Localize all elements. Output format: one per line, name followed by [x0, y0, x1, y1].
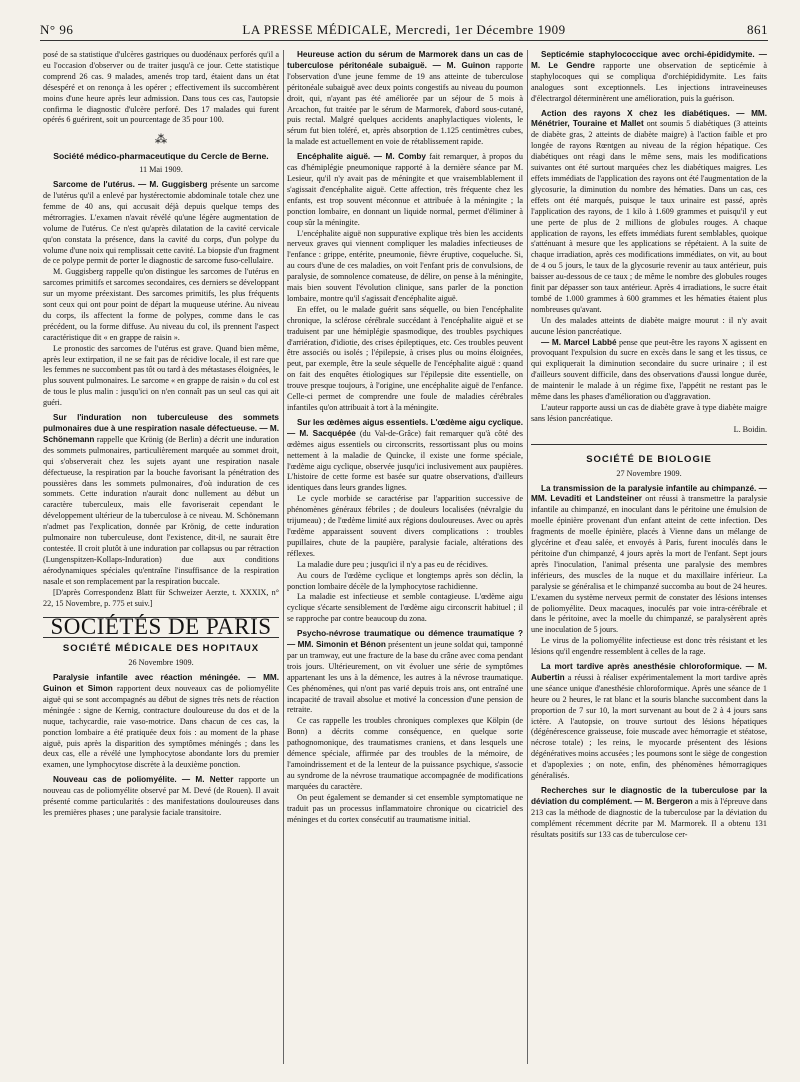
paragraph: On peut également se demander si cet ensemble symptomatique ne traduit pas un processus inflammatoire chronique ou cicatriciel des méninges et du cortex consécutif au traumatisme initial.: [287, 792, 523, 824]
section-heading: Septicémie staphylococcique avec orchi-épididymite. — M. Le Gendre: [531, 50, 767, 70]
running-header: [40, 20, 768, 42]
section-separator: ⁂: [155, 132, 167, 147]
section-heading: Nouveau cas de poliomyélite. — M. Netter: [53, 775, 234, 785]
session-date: 26 Novembre 1909.: [128, 658, 194, 668]
paragraph-body: (du Val-de-Grâce) fait remarquer qu'à côté des œdèmes aigus essentiels ou circonscrits, ressortissant plus ou moins nettement à la maladie de Quincke, il existe une forme spéciale, l'œdème aigu cyclique, observée jusqu'ici inclusivement aux paupières. L'histoire de cette forme est basée sur quatre observations, d'ailleurs identiques dans leurs grandes lignes.: [287, 428, 523, 493]
column-right: [531, 50, 767, 841]
session-date: 27 Novembre 1909.: [616, 468, 682, 478]
section-heading: La transmission de la paralysie infantile au chimpanzé. — MM. Levaditi et Landsteiner: [531, 483, 767, 504]
section-heading: Sur l'induration non tuberculeuse des sommets pulmonaires due à une respiration nasale défectueuse. — M. Schönemann: [43, 413, 279, 444]
paragraph: [287, 418, 523, 494]
paragraph-body: rapporte un nouveau cas de poliomyélite observé par M. Devé (de Rouen). Il avait présenté comme particularités : des manifestations douloureuses dans les premières phases ; une paralysie faciale transitoire.: [43, 775, 279, 817]
paragraph: [531, 662, 767, 782]
header-rule: [40, 40, 768, 41]
section-heading: — M. Marcel Labbé: [541, 337, 617, 347]
society-title: Société médico-pharmaceutique du Cercle de Berne.: [53, 151, 269, 162]
section-heading: Sarcome de l'utérus. — M. Guggisberg: [53, 180, 208, 190]
paragraph: posé de sa statistique d'ulcères gastriques ou duodénaux perforés qu'il a eu l'occasion d'observer ou de traiter jusqu'à ce jour. Cette statistique comprend 26 cas. 9 malades, amenés trop tard, étaient dans un état désespéré et on renonça à les opérer ; effectivement ils succombèrent moins d'une heure après leur admission. Dans tous ces cas, l'autopsie confirma le diagnostic d'ulcère perforé. Des 17 malades qui furent opérés 6 guérirent, soit un pourcentage de 35 pour 100.: [43, 50, 279, 125]
major-section-title: SOCIÉTÉS DE PARIS: [43, 617, 279, 638]
paragraph-body: ont réussi à transmettre la paralysie infantile au chimpanzé, en inoculant dans le péritoine une émulsion de moelle épinière provenant d'un enfant atteint de cette infection. Des fragments de moelle épinière, placés à Vienne dans un mélange de glycérine et d'eau salée, et envoyés à Paris, furent inoculés dans le péritoine d'un chimpanzé, 4 jours après la mort de l'enfant. Sept jours après l'inoculation, l'animal présenta une paralysie des membres inférieurs, des muscles de la nuque et du maxillaire inférieur. La paralysie se généralisa et le chimpanzé succomba au bout de 24 heures. L'examen du système nerveux permit de constater des lésions intenses de poliomyélite. Deux macaques, inoculés par voie intra-cérébrale et dans le péritoine, avec la moelle du chimpanzé, se paralysèrent après une inoculation de 5 jours.: [531, 494, 767, 635]
paragraph: [531, 338, 767, 403]
biology-section: [531, 444, 767, 841]
paragraph: Ce cas rappelle les troubles chroniques complexes que Kölpin (de Bonn) a décrits comme conséquence, en quelque sorte pathognomonique, des traumatismes craniens, et dans lesquels une démence spéciale, affirmée par des troubles de la mémoire, de l'amoindrissement et de la lenteur de la puissance psychique, s'associe au syndrome de la névrose traumatique accompagnée de modifications marquées du caractère.: [287, 716, 523, 791]
paragraph: [43, 413, 279, 588]
paragraph-body: a mis à l'épreuve dans 213 cas la méthode de diagnostic de la tuberculose par la déviation du complément récemment décrite par M. Marmorek. Il a obtenu 131 résultats positifs sur 133 cas de tuberculose cer-: [531, 796, 768, 839]
paragraph-body: présente un sarcome de l'utérus qu'il a enlevé par hystérectomie abdominale totale chez une femme de 40 ans, qui accusait déjà depuis quelque temps des métrorragies. L'examen n'avait révélé qu'une légère augmentation de volume de l'utérus. Ce n'est qu'après dilatation de la cavité cervicale qu'on constata la présence, dans la cavité du corps, d'un polype du volume d'une noix qui remplissait cette cavité. La biopsie d'un fragment de ce polype permit de porter le diagnostic de sarcome fuso-cellulaire.: [43, 180, 280, 266]
session-date: 11 Mai 1909.: [139, 165, 183, 175]
reference: [D'après Correspondenz Blatt für Schweizer Aerzte, t. XXXIX, n° 22, 15 Novembre, p. 775 et suiv.]: [43, 587, 279, 608]
section-heading: Recherches sur le diagnostic de la tuberculose par la déviation du complément. — M. Bergeron: [531, 786, 767, 806]
paragraph: [287, 50, 523, 148]
paragraph-body: ont soumis 5 diabétiques (3 atteints de diabète gras, 2 atteints de diabète maigre) à l'action faible et pro longée de rayons Rœntgen au niveau de la région hépatique. Ces diabétiques ont réagi dans le même sens, mais les modifications suivantes ont été surtout marquées chez les diabétiques maigres. Les effets immédiats de l'application des rayons ont été l'augmentation de la glycosurie, la diminution du nombre des hématies. Dans un cas, ces effets ont été marqués, puisque le taux urinaire est passé, après l'application des rayons, de 1 kilo à 1.609 grammes et puisqu'il y eut une perte de plus de 2 millions de globules rouges. A chaque application de rayons, les effets immédiats furent semblables, quoique s'atténuant à mesure que les applications se répétaient. A la suite de chaque irradiation, après ces modifications immédiates, on vit, au bout de 4 ou 5 jours, le taux de la glycosurie revenir au taux antérieur, puis baisser au-dessous de ce taux ; de même le nombre des globules rouges finit par dépasser son taux antérieur. Après 4 irradiations, le sucre était tombé de 1.000 grammes à 600 grammes et les hématies étaient plus nombreuses qu'avant.: [531, 119, 768, 314]
paragraph: [531, 484, 767, 637]
paragraph-body: rapportent deux nouveaux cas de poliomyélite aiguë qui se sont accompagnés au début de signes très nets de réaction méningée : signe de Kernig, contracture douloureuse du dos et de la nuque, tachycardie, raie vaso-motrice. Dans chacun de ces cas, la ponction lombaire a été pratiquée deux fois : au moment de la phase aiguë, puis après la disparition des symptômes méningés ; dans les deux cas, elle a révélé une lymphocytose abondante lors du premier examen, une lymphocytose discrète à la deuxième ponction.: [43, 684, 279, 770]
paragraph-body: présentent un jeune soldat qui, tamponné par un tramway, eut une fracture de la base du crâne avec coma pendant trois jours. Ultérieurement, on vit évoluer une série de symptômes appartenant les uns à la démence, les autres à la névrose traumatique. Ces phénomènes, qui n'ont pas varié depuis trois ans, ont entraîné une incapacité de travail absolue et motivé la concession d'une pension de retraite.: [287, 640, 524, 715]
paragraph: Le cycle morbide se caractérise par l'apparition successive de phénomènes généraux fébriles ; de douleurs localisées (névralgie du trijumeau) ; de l'œdème limité aux régions douloureuses. Avec ou après l'œdème apparaissent souvent divers complications : troubles pupillaires, chute de la paupière, paralysie faciale, altérations des réflexes.: [287, 494, 523, 558]
section-heading: Action des rayons X chez les diabétiques. — MM. Ménétrier, Touraine et Mallet: [531, 108, 767, 129]
section-heading: Heureuse action du sérum de Marmorek dans un cas de tuberculose péritonéale subaiguë. — M. Guinon: [287, 50, 523, 70]
paragraph-body: fait remarquer, à propos du cas d'hémiplégie pneumonique rapporté à la dernière séance par M. Lesieur, qu'il n'y avait pas de méningite et que vraisemblablement il s'agissait d'encéphalite aiguë. Cette affection, très fréquente chez les enfants, est trop souvent méconnue et attribuée à la méningite ; la ponction lombaire, en donnant un liquide normal, permet d'éliminer à coup sûr la méningite.: [287, 152, 523, 227]
paragraph: [43, 673, 279, 771]
paragraph: En effet, ou le malade guérit sans séquelle, ou bien l'encéphalite chronique, la sclérose cérébrale succédant à l'encéphalite aiguë et se traduisent par une hémiplégie spasmodique, des troubles psychiques d'arriération, d'idiotie, des crises épileptiques, etc. Ces troubles peuvent être associés ou isolés ; l'épilepsie, à crises plus ou moins éloignées, peut, par exemple, être la seule séquelle de l'encéphalite aiguë : quand on fait des enquêtes étiologiques sur l'épilepsie dite essentielle, on trouve presque toujours, à l'origine, une encéphalite aiguë de l'enfance. Celle-ci permet de comprendre une foule de maladies cérébrales infantiles qu'on attribuait à tort à la méningite.: [287, 304, 523, 412]
paragraph: [287, 629, 523, 716]
paragraph: La maladie dure peu ; jusqu'ici il n'y a pas eu de récidives.: [297, 559, 488, 569]
society-title: SOCIÉTÉ DE BIOLOGIE: [586, 453, 712, 465]
paragraph: Le pronostic des sarcomes de l'utérus est grave. Quand bien même, après leur extirpation, il ne se fait pas de récidive locale, il est rare que les femmes ne succombent pas tôt ou tard à des métastases éloignées, le plus souvent pulmonaires. Le sarcome « en grappe de raisin » du col est de tous le plus malin : jusqu'ici on n'en connaît pas un seul cas qui ait guéri.: [43, 343, 279, 408]
column-divider: [283, 50, 284, 1064]
paragraph-body: rappelle que Krönig (de Berlin) a décrit une induration des sommets pulmonaires, particulièrement marquée au sommet droit, qui s'observerait chez les sujets ayant une respiration nasale défectueuse, la respiration par la bouche favorisant la pénétration des poussières dans les sommets pulmonaires, d'où induration de ces sommets. Cette induration n'aurait donc nullement au début un caractère tuberculeux, mais elle favoriserait cependant le développement ultérieur de la tuberculose à ce niveau. M. Schönemann n'admet pas l'explication, donnée par Krönig, de cette induration pulmonaire non tuberculeuse, dont l'existence, dit-il, ne saurait être contestée. Il croit plutôt à une induration par collapsus ou par rétraction (Lungenspitzen-Kollaps-Induration) due aux conditions aérodynamiques spéciales qu'entraîne l'insuffisance de la respiration nasale et son remplacement par la respiration buccale.: [43, 434, 279, 586]
paragraph: M. Guggisberg rappelle qu'on distingue les sarcomes de l'utérus en sarcomes primitifs et sarcomes secondaires, ces derniers se développant sur un myome préexistant. Des sarcomes primitifs, les plus fréquents sont ceux qui ont pour point de départ la muqueuse utérine. Au niveau du corps, ils affectent la forme de polypes, comme dans le cas précédent, ou la forme diffuse. Au niveau du col, ils prennent l'aspect caractéristique dit « en grappe de raisin ».: [43, 267, 279, 342]
paragraph: La maladie est infectieuse et semble contagieuse. L'œdème aigu cyclique s'écarte sensiblement de l'œdème aigu circonscrit habituel ; il se rapproche par contre beaucoup du zona.: [287, 592, 523, 624]
paragraph: L'encéphalite aiguë non suppurative explique très bien les accidents nerveux graves qui viennent compliquer les maladies infectieuses de l'enfance : grippe, entérite, pneumonie, fièvre éruptive, coqueluche. Si, au cours d'une de ces maladies, on voit l'enfant pris de convulsions, de paralysie, de somnolence comateuse, de délire, on pense à la méningite, mais bien souvent l'évolution clinique, sans parler de la ponction lombaire, montre qu'il s'agissait d'encéphalite aiguë.: [287, 228, 523, 303]
paragraph-body: a réussi à réaliser expérimentalement la mort tardive après une séance unique d'anesthésie chloroformique. Après une séance de 1 heure ou 2 heures, le rat blanc et la souris blanche succombent dans la proportion de 7 sur 10, la mort survenant au bout de 2 à 4 jours sans ictère. A l'autopsie, on trouve surtout des lésions hépatiques (dégénérescence graisseuse, foie muscade avec hémorragie et stéatose, nécrose totale) ; les reins, le myocarde présentent des lésions dégénératives moins accusées ; les poumons sont le siège de congestion et d'apoplexies ; on note, enfin, des phénomènes hémorragiques généralisés.: [531, 672, 767, 781]
column-left: [43, 50, 279, 819]
society-title: SOCIÉTÉ MÉDICALE DES HOPITAUX: [62, 643, 260, 655]
paragraph: [531, 109, 767, 316]
paragraph: [43, 775, 279, 819]
section-heading: Encéphalite aiguë. — M. Comby: [297, 152, 426, 162]
column-divider: [527, 50, 528, 1064]
page-number: 861: [747, 22, 768, 37]
paragraph: [531, 786, 767, 841]
paragraph: Au cours de l'œdème cyclique et longtemps après son déclin, la ponction lombaire décèle de la lymphocytose rachidienne.: [287, 570, 523, 591]
section-heading: Paralysie infantile avec réaction méningée. — MM. Guinon et Simon: [43, 673, 279, 694]
author-signature: L. Boidin.: [733, 424, 767, 434]
paragraph: Un des malades atteints de diabète maigre mourut : il n'y avait aucune lésion pancréatique.: [531, 315, 767, 336]
paragraph: Le virus de la poliomyélite infectieuse est donc très résistant et les lésions qu'il engendre ressemblent à celles de la rage.: [531, 636, 767, 657]
paragraph-body: pense que peut-être les rayons X agissent en provoquant l'expulsion du sucre en excès dans le sang et les tissus, ce qui expliquerait la diminution secondaire du sucre urinaire ; il est d'ailleurs souvent difficile, dans des observations d'aussi longue durée, de maintenir le malade à un régime fixe, l'appétit ne restant pas le même dans les phases d'amélioration ou d'aggravation.: [531, 337, 767, 402]
column-middle: [287, 50, 523, 825]
issue-number: N° 96: [40, 22, 74, 37]
paragraph: [531, 50, 767, 105]
paragraph: [43, 180, 279, 267]
section-heading: Psycho-névrose traumatique ou démence traumatique ? — MM. Simonin et Bénon: [287, 629, 523, 650]
journal-title: LA PRESSE MÉDICALE, Mercredi, 1er Décembre 1909: [242, 22, 566, 37]
paragraph-body: rapporte l'observation d'une jeune femme de 19 ans atteinte de tuberculose péritonéale subaiguë avec deux points congestifs au niveau du poumon droit, qui, n'ayant pas été améliorée par un séjour de 5 mois à Arcachon, fut traitée par le sérum de Marmorek, d'abord sous-cutané, puis rectal. Malgré quelques accidents anaphylactiques violents, le sérum fut bien toléré, et, après absorption de 1.125 centimètres cubes, la malade est actuellement en voie de rétablissement rapide.: [287, 60, 524, 147]
section-heading: Sur les œdèmes aigus essentiels. L'œdème aigu cyclique. — M. Sacquépée: [287, 417, 523, 438]
paragraph: L'auteur rapporte aussi un cas de diabète grave à type diabète maigre sans lésion pancréatique.: [531, 403, 767, 423]
paragraph: [287, 152, 523, 228]
section-heading: La mort tardive après anesthésie chloroformique. — M. Aubertin: [531, 662, 767, 682]
paragraph-body: rapporte une observation de septicémie à staphylocoques qui se compliqua d'orchiépididymite. Les faits analogues sont exceptionnels. Les injections intraveineuses d'électrargol déterminèrent une amélioration, puis la guérison.: [531, 60, 768, 103]
